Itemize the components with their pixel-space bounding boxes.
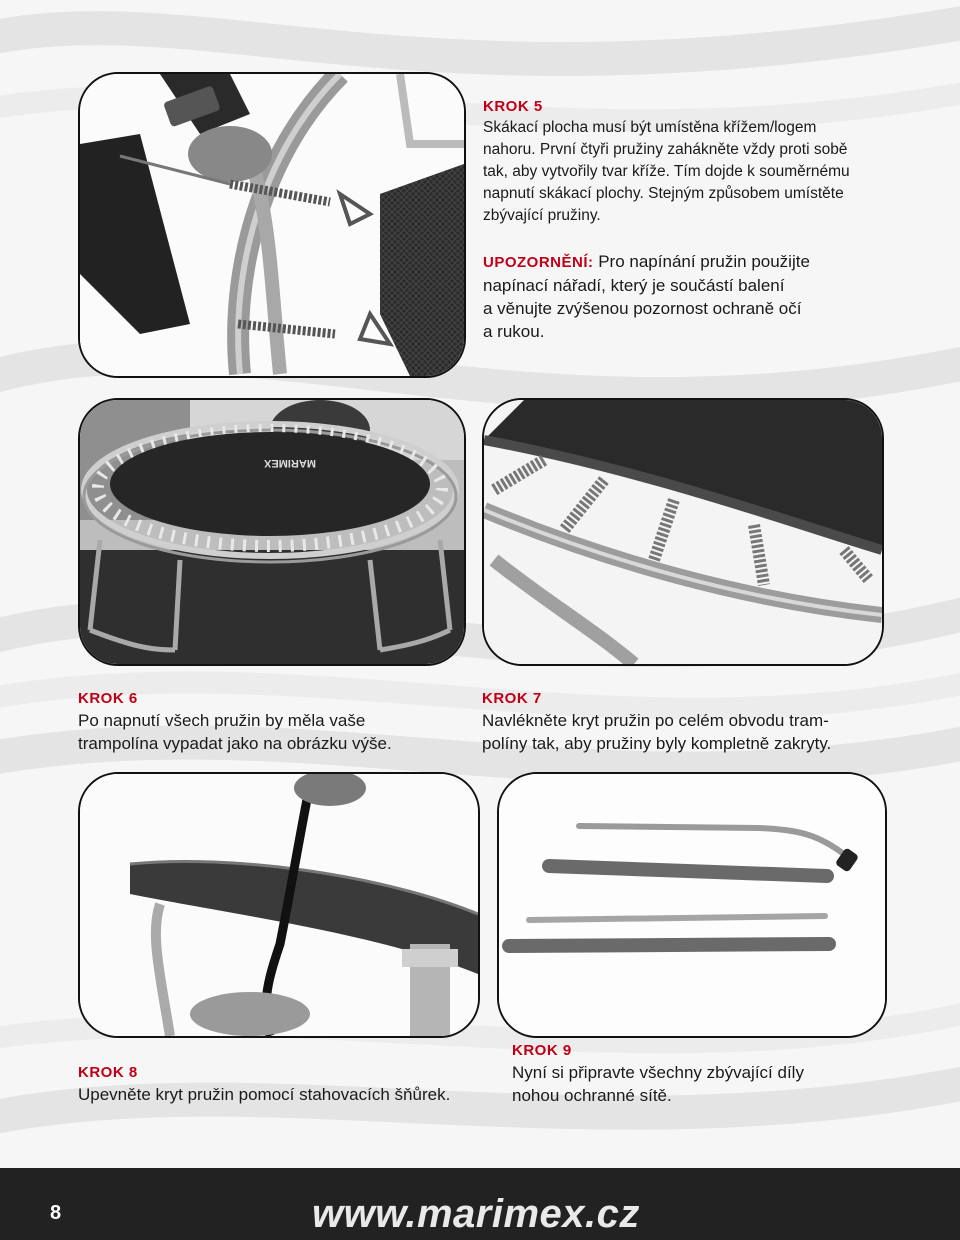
warning-note bbox=[483, 250, 923, 343]
page-number: 8 bbox=[50, 1202, 62, 1224]
photo-net-poles bbox=[497, 772, 887, 1038]
step-9 bbox=[512, 1042, 912, 1107]
website-link[interactable]: www.marimex.cz bbox=[312, 1192, 640, 1236]
step-6-title: KROK 6 bbox=[78, 690, 138, 707]
step-9-title: KROK 9 bbox=[512, 1042, 572, 1059]
photo-tying-cover bbox=[78, 772, 480, 1038]
step-5-title: KROK 5 bbox=[483, 98, 543, 115]
step-8-text: Upevněte kryt pružin pomocí stahovacích šňůrek. bbox=[78, 1085, 451, 1104]
step-9-text: Nyní si připravte všechny zbývající díly nohou ochranné sítě. bbox=[512, 1063, 804, 1105]
photo-complete-trampoline bbox=[78, 398, 466, 666]
page-footer bbox=[0, 1168, 960, 1240]
step-7-text: Navlékněte kryt pružin po celém obvodu tram- políny tak, aby pružiny byly kompletně zakryty. bbox=[482, 711, 832, 753]
step-8-title: KROK 8 bbox=[78, 1064, 138, 1081]
photo-spring-hooking bbox=[78, 72, 466, 378]
warning-text: Pro napínání pružin použijte napínací nářadí, který je součástí balení a věnujte zvýšenou pozornost ochraně očí a rukou. bbox=[483, 252, 810, 341]
step-7 bbox=[482, 690, 922, 755]
warning-label: UPOZORNĚNÍ: bbox=[483, 254, 594, 271]
photo-springs-closeup bbox=[482, 398, 884, 666]
step-5-text: Skákací plocha musí být umístěna křížem/logem nahoru. První čtyři pružiny zahákněte vždy proti sobě tak, aby vytvořily tvar kříže. Tím dojde k souměrnému napnutí skákací plochy. Stejným způsobem umístěte zbývající pružiny. bbox=[483, 119, 850, 224]
step-6-text: Po napnutí všech pružin by měla vaše trampolína vypadat jako na obrázku výše. bbox=[78, 711, 392, 753]
step-7-title: KROK 7 bbox=[482, 690, 542, 707]
step-8 bbox=[78, 1064, 508, 1106]
step-5 bbox=[483, 98, 923, 227]
step-6 bbox=[78, 690, 478, 755]
mat-logo: MARIMEX bbox=[264, 457, 316, 469]
